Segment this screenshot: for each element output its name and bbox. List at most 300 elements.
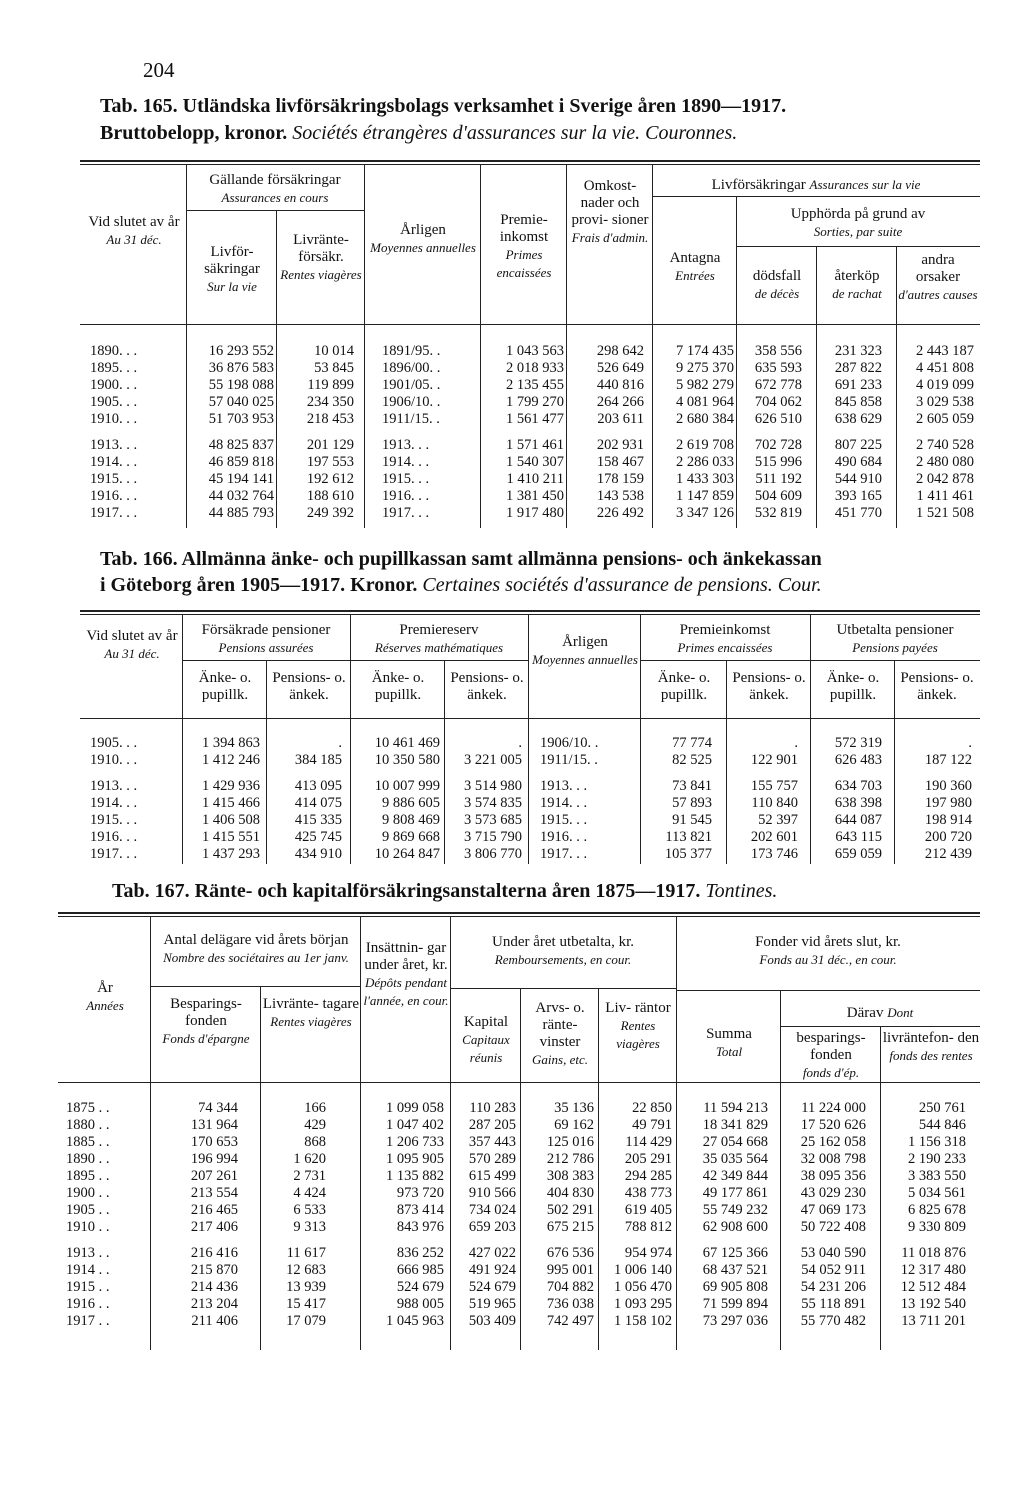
table-cell: 1917. . . bbox=[382, 505, 430, 521]
rule bbox=[266, 660, 267, 864]
table-cell: 178 159 bbox=[596, 471, 644, 487]
table-cell: 42 349 844 bbox=[702, 1168, 768, 1184]
table-cell: 173 746 bbox=[750, 846, 798, 862]
table-cell: 3 574 835 bbox=[464, 795, 522, 811]
tab167-col-total bbox=[678, 1100, 768, 1330]
table-cell: . bbox=[794, 735, 798, 751]
table-cell: 1 412 246 bbox=[202, 752, 260, 768]
row-gap bbox=[812, 769, 882, 778]
table-cell: 27 054 668 bbox=[702, 1134, 768, 1150]
table-cell: 1 406 508 bbox=[202, 812, 260, 828]
table-cell: 1911/15. . bbox=[540, 752, 598, 768]
table-cell: 287 822 bbox=[834, 360, 882, 376]
tab167-hdr-annuity: Livränte- tagare Rentes viagères bbox=[262, 996, 360, 1029]
tab166-col-paid-a bbox=[812, 735, 882, 863]
tab165-col-surrender bbox=[818, 343, 882, 522]
rule bbox=[780, 990, 781, 1350]
tab165-hdr-new: Antagna Entrées bbox=[669, 250, 721, 283]
table-cell: 9 313 bbox=[293, 1219, 326, 1235]
tab165-title-line2 bbox=[100, 122, 737, 145]
table-cell: 197 980 bbox=[924, 795, 972, 811]
tab167-hdr-deposits: Insättnin- gar under året, kr. Dépôts pendant l'année, en cour. bbox=[363, 940, 449, 1008]
rule bbox=[364, 164, 365, 528]
table-cell: 515 996 bbox=[754, 454, 802, 470]
table-cell: 12 512 484 bbox=[900, 1279, 966, 1295]
tab166-hdr-insured: Försäkrade pensioner Pensions assurées bbox=[201, 622, 331, 655]
tab165-hdr-annual: Årligen Moyennes annuelles bbox=[370, 222, 476, 255]
table-cell: 3 806 770 bbox=[464, 846, 522, 862]
row-gap bbox=[678, 1236, 768, 1245]
table-cell: 1890 . . bbox=[66, 1151, 110, 1167]
table-cell: 9 808 469 bbox=[382, 812, 440, 828]
table-cell: 207 261 bbox=[190, 1168, 238, 1184]
table-cell: 125 016 bbox=[546, 1134, 594, 1150]
row-gap bbox=[896, 769, 972, 778]
row-gap bbox=[184, 769, 260, 778]
rule bbox=[736, 246, 980, 247]
tab165-col-life bbox=[188, 343, 274, 522]
table-cell: 666 985 bbox=[396, 1262, 444, 1278]
tab166-title-unit: i Göteborg åren 1905—1917. Kronor. bbox=[100, 574, 418, 596]
tab167-col-life-annuity bbox=[600, 1100, 672, 1330]
table-cell: 2 286 033 bbox=[676, 454, 734, 470]
rule bbox=[58, 916, 980, 917]
table-cell: 1896/00. . bbox=[382, 360, 441, 376]
tab165-hdr-life: Livför- säkringar Sur la vie bbox=[204, 244, 260, 294]
rule bbox=[816, 246, 817, 528]
table-cell: 48 825 837 bbox=[208, 437, 274, 453]
table-cell: 113 821 bbox=[665, 829, 712, 845]
table-cell: 1916. . . bbox=[540, 829, 588, 845]
table-cell: 672 778 bbox=[754, 377, 802, 393]
table-cell: 1 099 058 bbox=[386, 1100, 444, 1116]
tab167-col-savings bbox=[152, 1100, 238, 1330]
tab166-hdr-paid: Utbetalta pensioner Pensions payées bbox=[836, 622, 954, 655]
table-cell: 190 360 bbox=[924, 778, 972, 794]
row-gap bbox=[642, 769, 712, 778]
table-cell: 1916 . . bbox=[66, 1296, 110, 1312]
table-cell: 1895. . . bbox=[90, 360, 138, 376]
tab165-title-fr: Sociétés étrangères d'assurances sur la vie. Couronnes. bbox=[292, 122, 738, 144]
table-cell: 5 034 561 bbox=[908, 1185, 966, 1201]
table-cell: 53 040 590 bbox=[800, 1245, 866, 1261]
table-cell: 1914. . . bbox=[90, 454, 138, 470]
row-gap bbox=[278, 428, 354, 437]
table-cell: 676 536 bbox=[546, 1245, 594, 1261]
table-cell: 429 bbox=[304, 1117, 326, 1133]
rule bbox=[80, 164, 980, 165]
tab166-hdr-annual: Årligen Moyennes annuelles bbox=[532, 634, 638, 667]
table-cell: 82 525 bbox=[672, 752, 712, 768]
table-cell: 10 014 bbox=[314, 343, 354, 359]
table-cell: 659 203 bbox=[468, 1219, 516, 1235]
table-cell: 264 266 bbox=[596, 394, 644, 410]
tab165-hdr-premium: Premie- inkomst Primes encaissées bbox=[496, 212, 552, 280]
table-cell: 6 825 678 bbox=[908, 1202, 966, 1218]
table-cell: 57 893 bbox=[672, 795, 712, 811]
rule bbox=[520, 988, 521, 1350]
table-cell: 55 198 088 bbox=[208, 377, 274, 393]
tab166-title-line2 bbox=[100, 574, 822, 597]
table-cell: 438 773 bbox=[624, 1185, 672, 1201]
rule bbox=[726, 660, 727, 864]
tab166-col-periods bbox=[540, 735, 598, 863]
table-cell: 358 556 bbox=[754, 343, 802, 359]
table-cell: 702 728 bbox=[754, 437, 802, 453]
table-cell: 2 018 933 bbox=[506, 360, 564, 376]
table-cell: 55 770 482 bbox=[800, 1313, 866, 1329]
rule bbox=[566, 164, 567, 528]
rule bbox=[80, 718, 980, 719]
table-cell: 1 433 303 bbox=[676, 471, 734, 487]
table-cell: 188 610 bbox=[306, 488, 354, 504]
table-cell: 511 192 bbox=[755, 471, 802, 487]
table-cell: 1914 . . bbox=[66, 1262, 110, 1278]
table-cell: 1 917 480 bbox=[506, 505, 564, 521]
tab165-title-line1: Tab. 165. Utländska livförsäkringsbolags verksamhet i Sverige åren 1890—1917. bbox=[100, 95, 787, 117]
table-cell: 12 683 bbox=[286, 1262, 326, 1278]
rule bbox=[652, 164, 653, 528]
tab166-hdr-res-b: Pensions- o. änkek. bbox=[450, 670, 524, 703]
row-gap bbox=[600, 1236, 672, 1245]
table-cell: 105 377 bbox=[664, 846, 712, 862]
table-cell: 69 162 bbox=[554, 1117, 594, 1133]
tab166-hdr-ins-a: Änke- o. pupillk. bbox=[198, 670, 252, 703]
table-cell: 1 381 450 bbox=[506, 488, 564, 504]
table-cell: 1890. . . bbox=[90, 343, 138, 359]
tab165-hdr-other: andra orsaker d'autres causes bbox=[898, 252, 978, 302]
table-cell: 250 761 bbox=[918, 1100, 966, 1116]
rule bbox=[598, 988, 599, 1350]
table-cell: 17 520 626 bbox=[800, 1117, 866, 1133]
table-cell: 200 720 bbox=[924, 829, 972, 845]
table-cell: 57 040 025 bbox=[208, 394, 274, 410]
row-gap bbox=[522, 1236, 594, 1245]
table-cell: 231 323 bbox=[834, 343, 882, 359]
rule bbox=[150, 916, 151, 1350]
table-cell: 415 335 bbox=[294, 812, 342, 828]
table-cell: 213 554 bbox=[190, 1185, 238, 1201]
rule bbox=[80, 614, 980, 615]
table-cell: 1913 . . bbox=[66, 1245, 110, 1261]
tab167-hdr-gains: Arvs- o. ränte- vinster Gains, etc. bbox=[532, 1000, 588, 1067]
table-cell: 7 174 435 bbox=[676, 343, 734, 359]
rule bbox=[450, 988, 676, 989]
table-cell: 9 886 605 bbox=[382, 795, 440, 811]
table-cell: 15 417 bbox=[286, 1296, 326, 1312]
table-cell: 212 439 bbox=[924, 846, 972, 862]
table-cell: 3 029 538 bbox=[916, 394, 974, 410]
table-cell: 807 225 bbox=[834, 437, 882, 453]
table-cell: 77 774 bbox=[672, 735, 712, 751]
table-cell: 158 467 bbox=[596, 454, 644, 470]
table-cell: 13 711 201 bbox=[901, 1313, 966, 1329]
table-cell: 69 905 808 bbox=[702, 1279, 768, 1295]
table-cell: 55 749 232 bbox=[702, 1202, 768, 1218]
table-cell: 16 293 552 bbox=[208, 343, 274, 359]
table-cell: 1913. . . bbox=[540, 778, 588, 794]
table-cell: 524 679 bbox=[396, 1279, 444, 1295]
row-gap bbox=[268, 769, 342, 778]
table-cell: 1915 . . bbox=[66, 1279, 110, 1295]
table-cell: 491 924 bbox=[468, 1262, 516, 1278]
table-cell: 1895 . . bbox=[66, 1168, 110, 1184]
table-cell: . bbox=[968, 735, 972, 751]
table-cell: 73 297 036 bbox=[702, 1313, 768, 1329]
table-cell: 357 443 bbox=[468, 1134, 516, 1150]
page-number: 204 bbox=[143, 58, 175, 82]
table-cell: 155 757 bbox=[750, 778, 798, 794]
table-cell: 995 001 bbox=[546, 1262, 594, 1278]
table-cell: 44 032 764 bbox=[208, 488, 274, 504]
rule bbox=[880, 1026, 881, 1350]
table-cell: 836 252 bbox=[396, 1245, 444, 1261]
tab167-hdr-owners: Antal delägare vid årets början Nombre des sociétaires au 1er janv. bbox=[163, 932, 349, 965]
table-cell: 736 038 bbox=[546, 1296, 594, 1312]
row-gap bbox=[898, 428, 974, 437]
rule bbox=[444, 660, 445, 864]
table-cell: 1916. . . bbox=[90, 829, 138, 845]
table-cell: 143 538 bbox=[596, 488, 644, 504]
table-cell: 226 492 bbox=[596, 505, 644, 521]
table-cell: 1905. . . bbox=[90, 394, 138, 410]
table-cell: 196 994 bbox=[190, 1151, 238, 1167]
table-cell: 644 087 bbox=[834, 812, 882, 828]
table-cell: 524 679 bbox=[468, 1279, 516, 1295]
table-cell: 35 035 564 bbox=[702, 1151, 768, 1167]
table-cell: 74 344 bbox=[198, 1100, 238, 1116]
table-cell: 1 411 461 bbox=[916, 488, 974, 504]
tab166-col-years bbox=[90, 735, 137, 863]
table-cell: . bbox=[518, 735, 522, 751]
table-cell: 1 047 402 bbox=[386, 1117, 444, 1133]
table-cell: 659 059 bbox=[834, 846, 882, 862]
table-cell: 1 561 477 bbox=[506, 411, 564, 427]
tab165-hdr-in-force: Gällande försäkringar Assurances en cours bbox=[209, 172, 341, 205]
table-cell: 1910 . . bbox=[66, 1219, 110, 1235]
table-cell: 197 553 bbox=[306, 454, 354, 470]
table-cell: . bbox=[338, 735, 342, 751]
table-cell: 675 215 bbox=[546, 1219, 594, 1235]
table-cell: 1906/10. . bbox=[540, 735, 599, 751]
table-cell: 1 156 318 bbox=[908, 1134, 966, 1150]
table-cell: 3 347 126 bbox=[676, 505, 734, 521]
table-cell: 425 745 bbox=[294, 829, 342, 845]
table-cell: 47 069 173 bbox=[800, 1202, 866, 1218]
table-cell: 413 095 bbox=[294, 778, 342, 794]
table-cell: 13 192 540 bbox=[900, 1296, 966, 1312]
table-cell: 1891/95. . bbox=[382, 343, 441, 359]
table-cell: 615 499 bbox=[468, 1168, 516, 1184]
tab166-hdr-paid-b: Pensions- o. änkek. bbox=[900, 670, 974, 703]
table-cell: 110 283 bbox=[469, 1100, 516, 1116]
table-cell: 502 291 bbox=[546, 1202, 594, 1218]
table-cell: 122 901 bbox=[750, 752, 798, 768]
row-gap bbox=[568, 428, 644, 437]
row-gap bbox=[90, 769, 137, 778]
table-cell: 1 093 295 bbox=[614, 1296, 672, 1312]
table-cell: 1917. . . bbox=[90, 505, 138, 521]
table-cell: 6 533 bbox=[293, 1202, 326, 1218]
table-cell: 287 205 bbox=[468, 1117, 516, 1133]
table-cell: 1900. . . bbox=[90, 377, 138, 393]
table-cell: 298 642 bbox=[596, 343, 644, 359]
tab167-col-sav-fund bbox=[782, 1100, 866, 1330]
row-gap bbox=[90, 428, 137, 437]
rule bbox=[480, 164, 481, 528]
tab166-col-prem-b bbox=[728, 735, 798, 863]
table-cell: 4 451 808 bbox=[916, 360, 974, 376]
table-cell: 67 125 366 bbox=[702, 1245, 768, 1261]
table-cell: 1915. . . bbox=[90, 812, 138, 828]
row-gap bbox=[362, 1236, 444, 1245]
rule bbox=[528, 614, 529, 864]
table-cell: 434 910 bbox=[294, 846, 342, 862]
table-cell: 414 075 bbox=[294, 795, 342, 811]
row-gap bbox=[152, 1236, 238, 1245]
table-cell: 619 405 bbox=[624, 1202, 672, 1218]
table-cell: 218 453 bbox=[306, 411, 354, 427]
tab166-hdr-res-a: Änke- o. pupillk. bbox=[371, 670, 425, 703]
tab165-col-annuity bbox=[278, 343, 354, 522]
table-cell: 1901/05. . bbox=[382, 377, 441, 393]
table-cell: 1913. . . bbox=[382, 437, 430, 453]
tab167-hdr-year: År Années bbox=[86, 980, 124, 1013]
table-cell: 954 974 bbox=[624, 1245, 672, 1261]
table-cell: 634 703 bbox=[834, 778, 882, 794]
table-cell: 1 006 140 bbox=[614, 1262, 672, 1278]
table-cell: 526 649 bbox=[596, 360, 644, 376]
table-cell: 1 437 293 bbox=[202, 846, 260, 862]
row-gap bbox=[482, 428, 564, 437]
rule bbox=[58, 1082, 980, 1083]
table-cell: 1 571 461 bbox=[506, 437, 564, 453]
table-cell: 62 908 600 bbox=[702, 1219, 768, 1235]
table-cell: 1914. . . bbox=[90, 795, 138, 811]
table-cell: 249 392 bbox=[306, 505, 354, 521]
table-cell: 427 022 bbox=[468, 1245, 516, 1261]
table-cell: 868 bbox=[304, 1134, 326, 1150]
table-cell: 1875 . . bbox=[66, 1100, 110, 1116]
row-gap bbox=[452, 1236, 516, 1245]
table-cell: 10 264 847 bbox=[374, 846, 440, 862]
table-cell: 1916. . . bbox=[90, 488, 138, 504]
table-cell: 2 740 528 bbox=[916, 437, 974, 453]
tab165-col-other bbox=[898, 343, 974, 522]
table-cell: 54 231 206 bbox=[800, 1279, 866, 1295]
table-cell: 504 609 bbox=[754, 488, 802, 504]
table-cell: 131 964 bbox=[190, 1117, 238, 1133]
row-gap bbox=[446, 769, 522, 778]
table-cell: 234 350 bbox=[306, 394, 354, 410]
table-cell: 3 221 005 bbox=[464, 752, 522, 768]
tab167-hdr-capital: Kapital Capitaux réunis bbox=[462, 1014, 510, 1065]
row-gap bbox=[728, 769, 798, 778]
table-cell: 1910. . . bbox=[90, 752, 138, 768]
table-cell: 119 899 bbox=[307, 377, 354, 393]
table-cell: 1 799 270 bbox=[506, 394, 564, 410]
table-cell: 9 869 668 bbox=[382, 829, 440, 845]
table-cell: 217 406 bbox=[190, 1219, 238, 1235]
table-cell: 635 593 bbox=[754, 360, 802, 376]
table-cell: 10 461 469 bbox=[374, 735, 440, 751]
table-cell: 1 147 859 bbox=[676, 488, 734, 504]
table-cell: 110 840 bbox=[751, 795, 798, 811]
row-gap bbox=[882, 1236, 966, 1245]
tab165-hdr-life-ins: Livförsäkringar Assurances sur la vie bbox=[711, 177, 921, 193]
tab165-hdr-year: Vid slutet av år Au 31 déc. bbox=[88, 214, 180, 247]
table-cell: 742 497 bbox=[546, 1313, 594, 1329]
table-cell: 2 619 708 bbox=[676, 437, 734, 453]
table-cell: 2 480 080 bbox=[916, 454, 974, 470]
table-cell: 54 052 911 bbox=[801, 1262, 866, 1278]
tab167-col-capital bbox=[452, 1100, 516, 1330]
table-cell: 43 029 230 bbox=[800, 1185, 866, 1201]
rule bbox=[736, 196, 737, 528]
table-cell: 4 019 099 bbox=[916, 377, 974, 393]
tab167-col-years bbox=[66, 1100, 110, 1330]
table-cell: 570 289 bbox=[468, 1151, 516, 1167]
table-cell: 544 846 bbox=[918, 1117, 966, 1133]
table-cell: 532 819 bbox=[754, 505, 802, 521]
table-cell: 203 611 bbox=[597, 411, 644, 427]
table-cell: 1 521 508 bbox=[916, 505, 974, 521]
tab167-hdr-total: Summa Total bbox=[706, 1026, 752, 1059]
row-gap bbox=[352, 769, 440, 778]
table-cell: 216 465 bbox=[190, 1202, 238, 1218]
table-cell: 166 bbox=[304, 1100, 326, 1116]
table-cell: 1917. . . bbox=[540, 846, 588, 862]
table-cell: 1 415 551 bbox=[202, 829, 260, 845]
tab165-title-unit: Bruttobelopp, kronor. bbox=[100, 122, 288, 144]
row-gap bbox=[738, 428, 802, 437]
table-cell: 2 731 bbox=[293, 1168, 326, 1184]
rule bbox=[186, 164, 187, 528]
table-cell: 10 350 580 bbox=[374, 752, 440, 768]
table-cell: 503 409 bbox=[468, 1313, 516, 1329]
table-cell: 11 224 000 bbox=[801, 1100, 866, 1116]
table-cell: 1916. . . bbox=[382, 488, 430, 504]
table-cell: 45 194 141 bbox=[208, 471, 274, 487]
table-cell: 3 514 980 bbox=[464, 778, 522, 794]
table-cell: 12 317 480 bbox=[900, 1262, 966, 1278]
table-cell: 4 081 964 bbox=[676, 394, 734, 410]
table-cell: 910 566 bbox=[468, 1185, 516, 1201]
tab165-hdr-surrender: återköp de rachat bbox=[832, 268, 882, 301]
tab167-hdr-funds: Fonder vid årets slut, kr. Fonds au 31 déc., en cour. bbox=[755, 934, 901, 967]
row-gap bbox=[66, 1236, 110, 1245]
table-cell: 198 914 bbox=[924, 812, 972, 828]
table-cell: 704 882 bbox=[546, 1279, 594, 1295]
table-cell: 68 437 521 bbox=[702, 1262, 768, 1278]
table-cell: 873 414 bbox=[396, 1202, 444, 1218]
tab166-col-ins-a bbox=[184, 735, 260, 863]
table-cell: 973 720 bbox=[396, 1185, 444, 1201]
table-cell: 1906/10. . bbox=[382, 394, 441, 410]
tab166-hdr-premium: Premieinkomst Primes encaissées bbox=[677, 622, 773, 655]
tab166-title-fr: Certaines sociétés d'assurance de pensions. Cour. bbox=[422, 574, 822, 596]
table-cell: 202 601 bbox=[750, 829, 798, 845]
tab166-col-ins-b bbox=[268, 735, 342, 863]
tab165-col-costs bbox=[568, 343, 644, 522]
table-cell: 211 406 bbox=[191, 1313, 238, 1329]
table-cell: 50 722 408 bbox=[800, 1219, 866, 1235]
table-cell: 393 165 bbox=[834, 488, 882, 504]
rule bbox=[360, 916, 361, 1350]
table-cell: 643 115 bbox=[835, 829, 882, 845]
table-cell: 1914. . . bbox=[382, 454, 430, 470]
table-cell: 73 841 bbox=[672, 778, 712, 794]
